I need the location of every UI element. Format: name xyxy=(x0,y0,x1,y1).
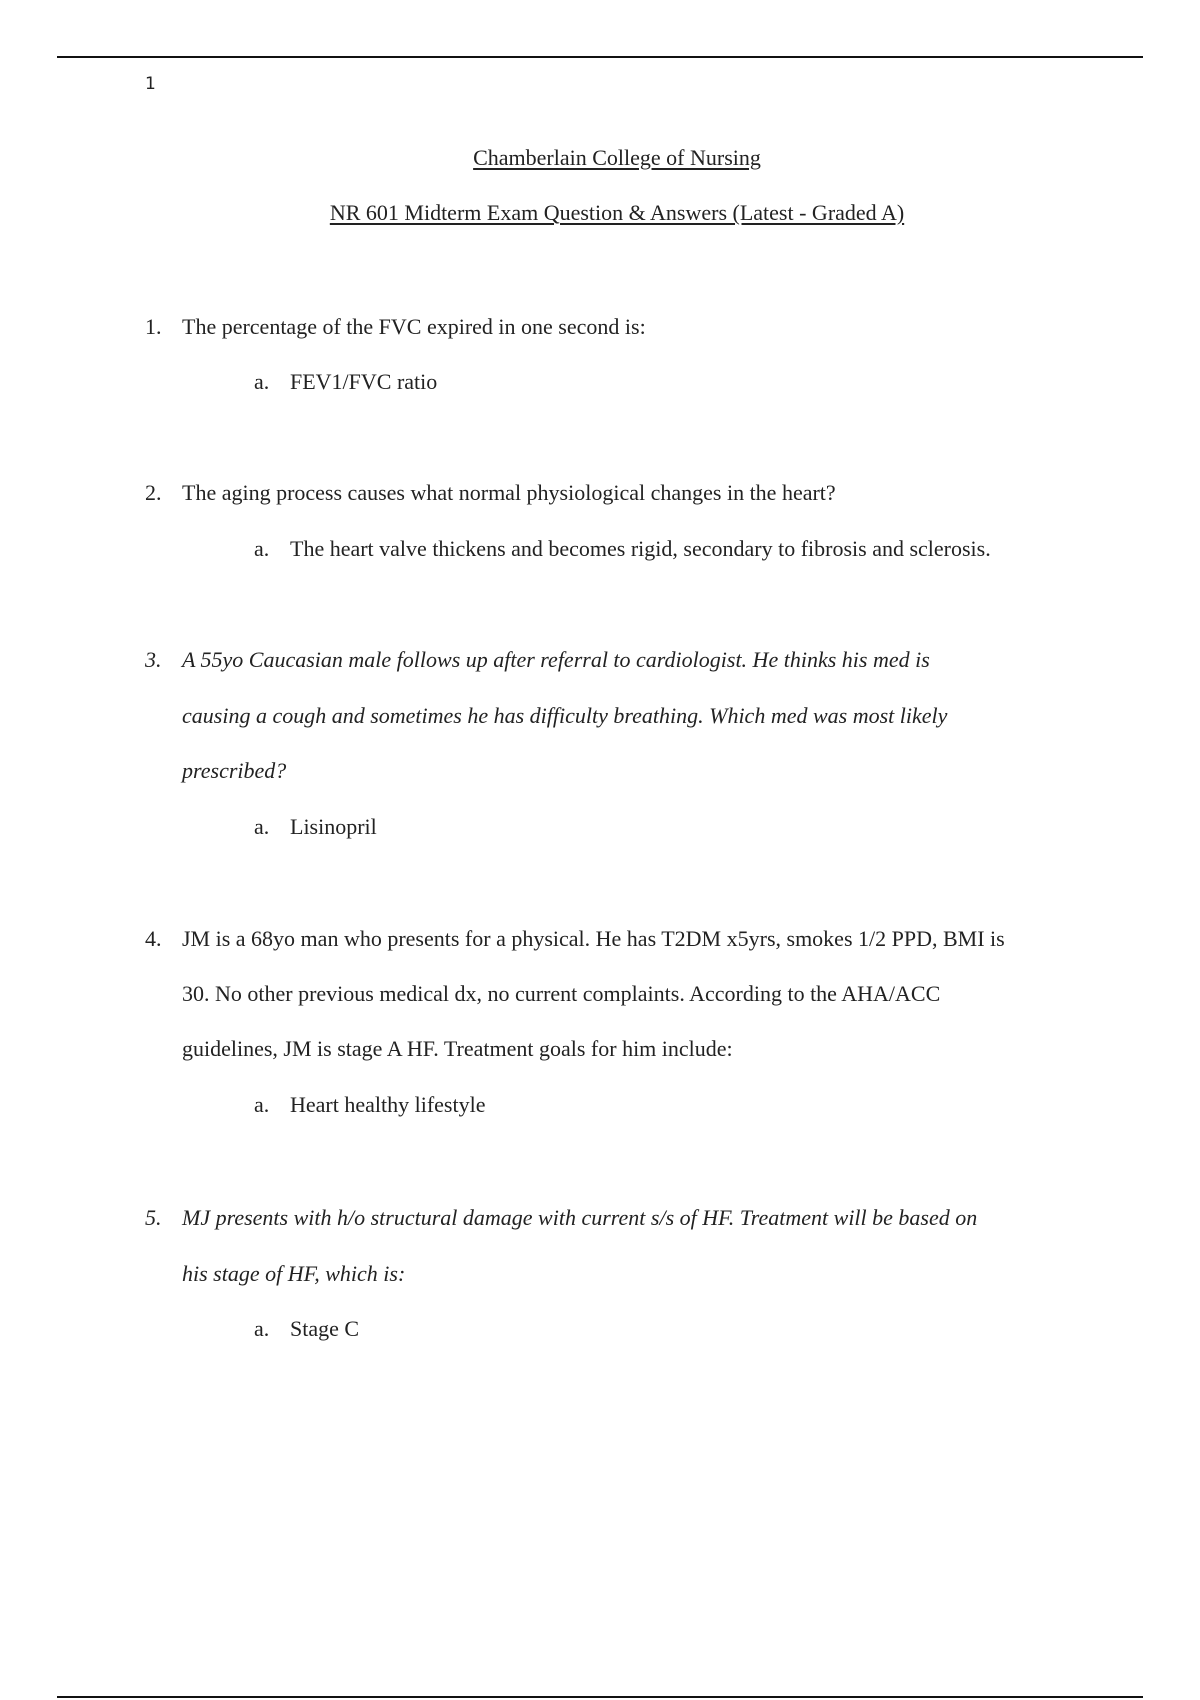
answer-letter: a. xyxy=(254,369,270,394)
answer-text: FEV1/FVC ratio xyxy=(290,369,438,394)
question-number: 2. xyxy=(145,480,162,505)
question-text-line-2: his stage of HF, which is: xyxy=(182,1261,406,1286)
question-text-line-1: A 55yo Caucasian male follows up after referral to cardiologist. He thinks his med is xyxy=(182,647,930,672)
answer-letter: a. xyxy=(254,814,270,839)
question-text: The aging process causes what normal physiological changes in the heart? xyxy=(182,480,836,505)
answer-text: The heart valve thickens and becomes rigid, secondary to fibrosis and sclerosis. xyxy=(290,536,991,561)
question-text-line-3: guidelines, JM is stage A HF. Treatment goals for him include: xyxy=(182,1036,733,1061)
top-rule xyxy=(57,56,1143,58)
question-number: 4. xyxy=(145,926,162,951)
answer-text: Heart healthy lifestyle xyxy=(290,1092,486,1117)
answer-letter: a. xyxy=(254,536,270,561)
question-text-line-2: causing a cough and sometimes he has difficulty breathing. Which med was most likely xyxy=(182,703,948,728)
answer-letter: a. xyxy=(254,1316,270,1341)
question-number: 1. xyxy=(145,314,162,339)
bottom-rule xyxy=(57,1696,1143,1698)
college-title: Chamberlain College of Nursing xyxy=(473,145,761,170)
answer-letter: a. xyxy=(254,1092,270,1117)
question-text-line-1: JM is a 68yo man who presents for a physical. He has T2DM x5yrs, smokes 1/2 PPD, BMI is xyxy=(182,926,1005,951)
exam-title: NR 601 Midterm Exam Question & Answers (Latest - Graded A) xyxy=(329,200,905,225)
answer-text: Stage C xyxy=(290,1316,360,1341)
question-number: 5. xyxy=(145,1205,162,1230)
question-text: The percentage of the FVC expired in one second is: xyxy=(182,314,646,339)
question-text-line-3: prescribed? xyxy=(182,758,287,783)
question-text-line-2: 30. No other previous medical dx, no current complaints. According to the AHA/ACC xyxy=(182,981,941,1006)
answer-text: Lisinopril xyxy=(290,814,377,839)
question-number: 3. xyxy=(145,647,162,672)
page-number: 1 xyxy=(145,74,156,94)
question-text-line-1: MJ presents with h/o structural damage with current s/s of HF. Treatment will be based on xyxy=(182,1205,978,1230)
